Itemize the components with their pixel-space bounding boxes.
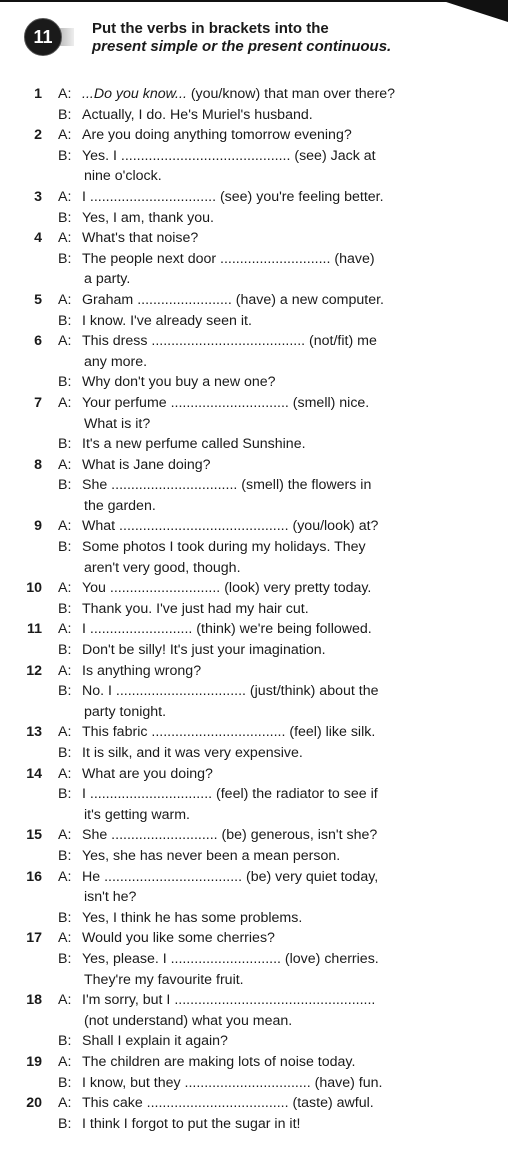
text-segment: Why don't you buy a new one? (82, 374, 276, 391)
speaker-label: B: (58, 209, 72, 226)
exercise-item (0, 455, 508, 517)
exercise-item (0, 125, 508, 187)
speaker-label: A: (58, 868, 72, 885)
speaker-label: B: (58, 539, 72, 556)
speaker-label: B: (58, 745, 72, 761)
text-segment: This cake .................................... (taste) awful. (82, 1095, 374, 1112)
dialogue-line (0, 1031, 508, 1052)
dialogue-line (0, 825, 508, 846)
dialogue-line (0, 1011, 508, 1032)
text-segment: I'm sorry, but I ................................................... (82, 992, 376, 1009)
dialogue-line (0, 475, 508, 496)
dialogue-text (82, 311, 252, 332)
instructions-line-2: present simple or the present continuous. (92, 38, 392, 55)
speaker-label: A: (58, 992, 72, 1009)
speaker-label: B: (58, 106, 72, 123)
exercise-item (0, 331, 508, 393)
dialogue-text (82, 331, 377, 352)
speaker-label: B: (58, 477, 72, 494)
dialogue-line (0, 908, 508, 929)
exercise-item (0, 867, 508, 929)
exercise-item (0, 393, 508, 455)
dialogue-line (0, 805, 508, 826)
speaker-label: A: (58, 724, 72, 741)
exercise-item (0, 290, 508, 331)
text-segment: I know, but they ................................ (have) fun. (82, 1074, 383, 1091)
speaker-label: A: (58, 662, 72, 679)
text-segment: He ................................... (be) very quiet today, (82, 868, 379, 885)
dialogue-text (84, 414, 150, 435)
dialogue-text (84, 352, 147, 373)
dialogue-line (0, 949, 508, 970)
speaker-label: B: (58, 1074, 72, 1091)
dialogue-line (0, 722, 508, 743)
dialogue-text (82, 990, 375, 1011)
exercise-item (0, 578, 508, 619)
speaker-label: A: (58, 1053, 72, 1070)
text-segment: Your perfume .............................. (smell) nice. (82, 394, 370, 411)
dialogue-line (0, 208, 508, 229)
dialogue-line (0, 84, 508, 105)
exercise-item (0, 228, 508, 290)
exercise-badge (24, 18, 72, 56)
dialogue-text (82, 764, 213, 785)
dialogue-line (0, 867, 508, 888)
item-number: 15 (26, 827, 42, 844)
speaker-label: A: (58, 1095, 72, 1112)
speaker-label: B: (58, 683, 72, 700)
dialogue-line (0, 228, 508, 249)
dialogue-text (82, 928, 275, 949)
text-segment: Yes, she has never been a mean person. (82, 847, 341, 864)
exercise-item (0, 619, 508, 660)
exercise-instructions (92, 20, 472, 56)
speaker-label: B: (58, 312, 72, 329)
text-segment: Some photos I took during my holidays. They (82, 539, 366, 556)
dialogue-line (0, 537, 508, 558)
text-segment: a party. (84, 271, 131, 288)
exercise-item (0, 990, 508, 1052)
exercise-item (0, 764, 508, 826)
dialogue-line (0, 455, 508, 476)
dialogue-line (0, 393, 508, 414)
speaker-label: A: (58, 333, 72, 350)
dialogue-line (0, 681, 508, 702)
exercise-item (0, 1093, 508, 1134)
item-number: 8 (34, 456, 42, 473)
dialogue-text (84, 805, 190, 826)
dialogue-text (82, 846, 340, 867)
speaker-label: B: (58, 642, 72, 659)
dialogue-text (84, 702, 166, 723)
top-rule (0, 0, 508, 2)
dialogue-text (82, 105, 313, 126)
speaker-label: A: (58, 188, 72, 205)
text-segment: party tonight. (84, 703, 167, 720)
speaker-label: B: (58, 1033, 72, 1050)
text-segment: Would you like some cherries? (82, 930, 275, 947)
exercise-item (0, 1052, 508, 1093)
text-segment: I know. I've already seen it. (82, 312, 252, 329)
dialogue-line (0, 249, 508, 270)
text-segment: Graham ........................ (have) a new computer. (82, 291, 384, 308)
text-segment: any more. (84, 353, 148, 370)
text-segment: the garden. (84, 497, 156, 514)
item-number: 5 (34, 291, 42, 308)
dialogue-line (0, 125, 508, 146)
item-number: 10 (26, 580, 42, 597)
text-segment: Yes, I am, thank you. (82, 209, 214, 226)
dialogue-text (82, 867, 378, 888)
dialogue-text (82, 516, 378, 537)
speaker-label: A: (58, 394, 72, 411)
dialogue-line (0, 434, 508, 455)
dialogue-text (82, 84, 395, 105)
exercise-item (0, 661, 508, 723)
dialogue-line (0, 558, 508, 579)
dialogue-line (0, 1052, 508, 1073)
dialogue-line (0, 311, 508, 332)
text-segment: Actually, I do. He's Muriel's husband. (82, 106, 313, 123)
dialogue-text (82, 681, 378, 702)
exercise-item (0, 84, 508, 125)
dialogue-text (82, 187, 384, 208)
dialogue-line (0, 970, 508, 991)
item-number: 3 (34, 188, 42, 205)
speaker-label: A: (58, 580, 72, 597)
dialogue-line (0, 414, 508, 435)
exercise-item (0, 928, 508, 990)
text-segment: it's getting warm. (84, 806, 190, 823)
text-segment: Don't be silly! It's just your imagination. (82, 642, 326, 659)
exercise-number: 11 (24, 18, 62, 56)
item-number: 6 (34, 333, 42, 350)
dialogue-line (0, 105, 508, 126)
speaker-label: B: (58, 600, 72, 617)
dialogue-text (82, 1073, 382, 1094)
dialogue-line (0, 496, 508, 517)
speaker-label: A: (58, 291, 72, 308)
dialogue-text (82, 537, 366, 558)
speaker-label: B: (58, 909, 72, 926)
dialogue-text (82, 825, 377, 846)
dialogue-line (0, 661, 508, 682)
text-segment: What's that noise? (82, 230, 199, 247)
dialogue-line (0, 372, 508, 393)
dialogue-line (0, 166, 508, 187)
speaker-label: A: (58, 765, 72, 782)
corner-tab-decoration (440, 0, 508, 22)
text-segment: Yes, I think he has some problems. (82, 909, 303, 926)
speaker-label: A: (58, 930, 72, 947)
text-segment: Yes. I ........................................... (see) Jack at (82, 147, 376, 164)
speaker-label: A: (58, 127, 72, 144)
speaker-label: A: (58, 230, 72, 247)
item-number: 17 (26, 930, 42, 947)
dialogue-text (82, 434, 306, 455)
dialogue-line (0, 743, 508, 764)
text-segment: It is silk, and it was very expensive. (82, 745, 303, 761)
dialogue-text (82, 599, 309, 620)
item-number: 13 (26, 724, 42, 741)
dialogue-line (0, 619, 508, 640)
dialogue-line (0, 784, 508, 805)
exercise-list (0, 84, 508, 1134)
text-segment: She ........................... (be) generous, isn't she? (82, 827, 378, 844)
dialogue-text (82, 640, 326, 661)
dialogue-line (0, 887, 508, 908)
text-segment: Are you doing anything tomorrow evening? (82, 127, 352, 144)
speaker-label: A: (58, 456, 72, 473)
text-segment: They're my favourite fruit. (84, 971, 244, 988)
dialogue-text (82, 393, 369, 414)
text-segment: What is it? (84, 415, 151, 432)
text-segment: Is anything wrong? (82, 662, 202, 679)
dialogue-line (0, 516, 508, 537)
speaker-label: A: (58, 621, 72, 638)
text-segment: I ................................ (see) you're feeling better. (82, 188, 384, 205)
speaker-label: B: (58, 436, 72, 453)
dialogue-line (0, 764, 508, 785)
dialogue-text (82, 949, 379, 970)
dialogue-text (82, 208, 214, 229)
dialogue-line (0, 702, 508, 723)
text-segment: No. I ................................. (just/think) about the (82, 683, 379, 700)
item-number: 9 (34, 518, 42, 535)
dialogue-text (82, 372, 276, 393)
dialogue-text (82, 455, 211, 476)
text-segment: You ............................ (look) very pretty today. (82, 580, 372, 597)
dialogue-line (0, 269, 508, 290)
item-number: 19 (26, 1053, 42, 1070)
speaker-label: A: (58, 86, 72, 102)
text-segment: I think I forgot to put the sugar in it! (82, 1115, 301, 1132)
speaker-label: B: (58, 950, 72, 967)
text-segment: I .......................... (think) we're being followed. (82, 621, 372, 638)
text-segment: What are you doing? (82, 765, 213, 782)
dialogue-line (0, 146, 508, 167)
speaker-label: B: (58, 786, 72, 803)
speaker-label: B: (58, 250, 72, 267)
speaker-label: B: (58, 1115, 72, 1132)
text-segment: What ........................................... (you/look) at? (82, 518, 379, 535)
dialogue-text (82, 1031, 228, 1052)
dialogue-line (0, 1073, 508, 1094)
item-number: 16 (26, 868, 42, 885)
text-segment: She ................................ (smell) the flowers in (82, 477, 372, 494)
dialogue-line (0, 352, 508, 373)
dialogue-line (0, 1093, 508, 1114)
dialogue-line (0, 640, 508, 661)
dialogue-line (0, 846, 508, 867)
text-segment: Shall I explain it again? (82, 1033, 228, 1050)
item-number: 2 (34, 127, 42, 144)
speaker-label: B: (58, 147, 72, 164)
item-number: 11 (27, 621, 42, 638)
item-number: 4 (34, 230, 42, 247)
text-segment: aren't very good, though. (84, 559, 241, 576)
item-number: 1 (34, 86, 42, 102)
dialogue-text (84, 887, 136, 908)
speaker-label: B: (58, 374, 72, 391)
dialogue-text (84, 970, 244, 991)
exercise-item (0, 516, 508, 578)
instructions-line-1: Put the verbs in brackets into the (92, 20, 329, 37)
dialogue-text (84, 269, 130, 290)
dialogue-text (82, 475, 371, 496)
item-number: 18 (26, 992, 42, 1009)
dialogue-text (82, 908, 302, 929)
dialogue-text (82, 784, 378, 805)
exercise-item (0, 187, 508, 228)
dialogue-text (82, 722, 375, 743)
dialogue-line (0, 290, 508, 311)
item-number: 12 (26, 662, 42, 679)
dialogue-line (0, 990, 508, 1011)
text-segment: This fabric .................................. (feel) like silk. (82, 724, 376, 741)
dialogue-text (82, 661, 201, 682)
dialogue-text (82, 578, 371, 599)
speaker-label: A: (58, 827, 72, 844)
text-segment: nine o'clock. (84, 168, 162, 185)
exercise-item (0, 722, 508, 763)
text-segment: This dress ....................................... (not/fit) me (82, 333, 377, 350)
dialogue-text (82, 228, 198, 249)
dialogue-text (84, 166, 162, 187)
text-segment: (you/know) that man over there? (186, 86, 396, 102)
dialogue-text (82, 743, 303, 764)
speaker-label: B: (58, 847, 72, 864)
item-number: 14 (26, 765, 42, 782)
example-answer: ...Do you know... (82, 86, 187, 102)
dialogue-line (0, 928, 508, 949)
text-segment: The people next door ............................ (have) (82, 250, 375, 267)
dialogue-line (0, 578, 508, 599)
text-segment: isn't he? (84, 889, 137, 906)
dialogue-text (84, 496, 156, 517)
dialogue-text (82, 290, 384, 311)
dialogue-text (82, 619, 372, 640)
dialogue-text (84, 558, 241, 579)
text-segment: Thank you. I've just had my hair cut. (82, 600, 309, 617)
text-segment: I ............................... (feel) the radiator to see if (82, 786, 378, 803)
text-segment: The children are making lots of noise today. (82, 1053, 356, 1070)
dialogue-text (84, 1011, 292, 1032)
text-segment: It's a new perfume called Sunshine. (82, 436, 306, 453)
dialogue-line (0, 1114, 508, 1135)
text-segment: Yes, please. I ............................ (love) cherries. (82, 950, 379, 967)
dialogue-text (82, 146, 376, 167)
text-segment: What is Jane doing? (82, 456, 211, 473)
dialogue-line (0, 599, 508, 620)
dialogue-line (0, 331, 508, 352)
dialogue-text (82, 1093, 374, 1114)
item-number: 7 (34, 394, 42, 411)
dialogue-text (82, 1114, 300, 1135)
dialogue-text (82, 1052, 355, 1073)
dialogue-line (0, 187, 508, 208)
item-number: 20 (26, 1095, 42, 1112)
speaker-label: A: (58, 518, 72, 535)
text-segment: (not understand) what you mean. (84, 1012, 293, 1029)
dialogue-text (82, 125, 352, 146)
dialogue-text (82, 249, 375, 270)
exercise-item (0, 825, 508, 866)
